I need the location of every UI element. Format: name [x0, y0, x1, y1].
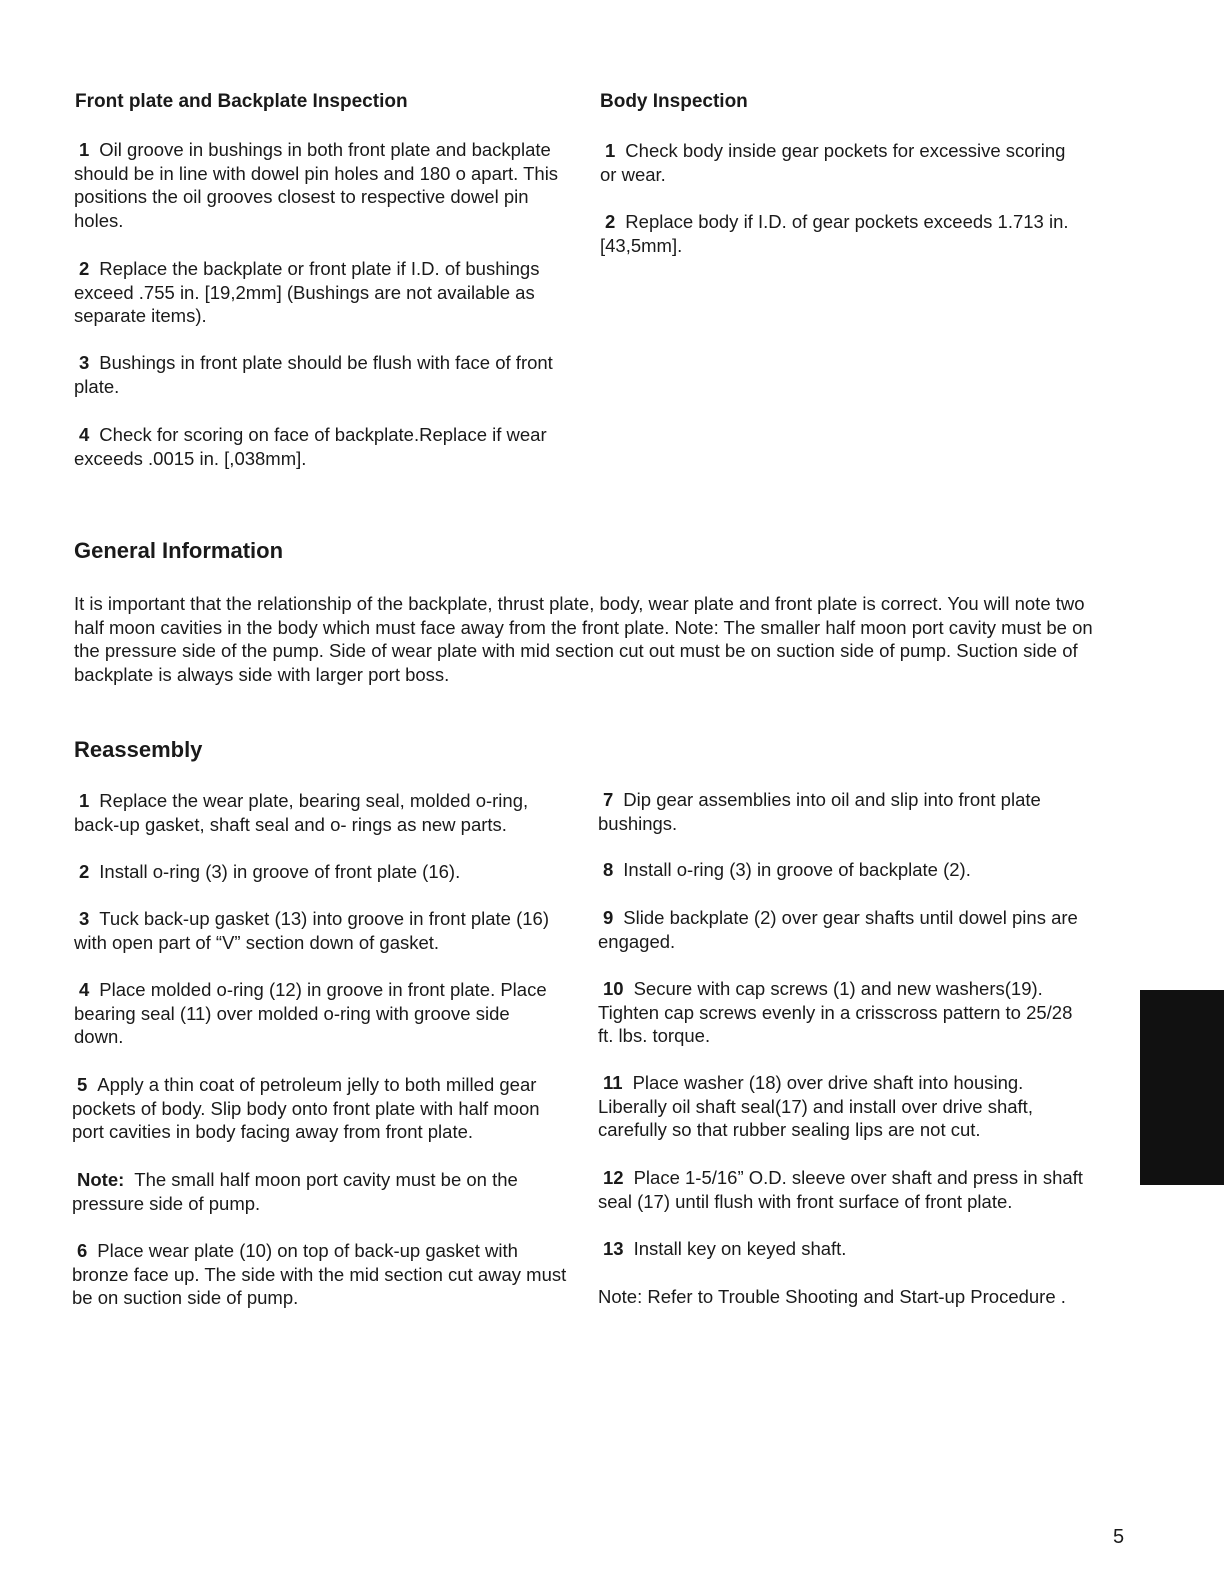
- front-backplate-item-3: [74, 351, 564, 398]
- front-backplate-item-4: [74, 423, 564, 470]
- general-information-heading: General Information: [74, 538, 284, 563]
- item-number: 12: [603, 1167, 624, 1188]
- body-inspection-item-1: [600, 139, 1070, 186]
- reassembly-heading: Reassembly: [74, 737, 203, 762]
- item-text: Replace body if I.D. of gear pockets exceeds 1.713 in. [43,5mm].: [600, 211, 1069, 256]
- front-backplate-item-1: [74, 138, 574, 232]
- item-text: Oil groove in bushings in both front plate and backplate should be in line with dowel pin holes and 180 o apart. This positions the oil grooves closest to respective dowel pin holes.: [74, 139, 559, 231]
- reassembly-item-2: [74, 860, 574, 884]
- item-number: 5: [77, 1074, 88, 1095]
- section-tab-marker: [1140, 990, 1224, 1185]
- reassembly-item-6: [72, 1239, 572, 1310]
- reassembly-item-5: [72, 1073, 572, 1144]
- item-text: Install key on keyed shaft.: [633, 1238, 847, 1259]
- body-inspection-item-2: [600, 210, 1100, 257]
- item-number: 3: [79, 908, 90, 929]
- item-number: 13: [603, 1238, 624, 1259]
- item-text: Bushings in front plate should be flush with face of front plate.: [74, 352, 553, 397]
- reassembly-item-13: [598, 1237, 1098, 1261]
- reassembly-item-1: [74, 789, 574, 836]
- reassembly-item-4: [74, 978, 564, 1049]
- item-text: Place 1-5/16” O.D. sleeve over shaft and press in shaft seal (17) until flush with front surface of front plate.: [598, 1167, 1083, 1212]
- item-text: Replace the wear plate, bearing seal, molded o-ring, back-up gasket, shaft seal and o- rings as new parts.: [74, 790, 529, 835]
- reassembly-closing-note: Note: Refer to Trouble Shooting and Start-up Procedure .: [598, 1286, 1066, 1307]
- body-inspection-heading: Body Inspection: [600, 91, 748, 112]
- item-number: 2: [79, 258, 90, 279]
- item-number: 2: [605, 211, 616, 232]
- item-number: 10: [603, 978, 624, 999]
- front-backplate-item-2: [74, 257, 554, 328]
- item-number: 1: [79, 790, 90, 811]
- reassembly-item-12: [598, 1166, 1098, 1213]
- reassembly-item-10: [598, 977, 1088, 1048]
- item-text: Slide backplate (2) over gear shafts until dowel pins are engaged.: [598, 907, 1078, 952]
- item-text: Install o-ring (3) in groove of backplate (2).: [623, 859, 971, 880]
- item-text: Place molded o-ring (12) in groove in front plate. Place bearing seal (11) over molded o-ring with groove side down.: [74, 979, 547, 1047]
- item-text: Dip gear assemblies into oil and slip into front plate bushings.: [598, 789, 1041, 834]
- item-text: Install o-ring (3) in groove of front plate (16).: [99, 861, 461, 882]
- item-text: Place wear plate (10) on top of back-up gasket with bronze face up. The side with the mid section cut away must be on suction side of pump.: [72, 1240, 567, 1308]
- reassembly-item-8: [598, 858, 1098, 882]
- item-text: Place washer (18) over drive shaft into housing. Liberally oil shaft seal(17) and install over drive shaft, carefully so that rubber sealing lips are not cut.: [598, 1072, 1033, 1140]
- page-number: 5: [1113, 1526, 1125, 1548]
- item-text: Replace the backplate or front plate if I.D. of bushings exceed .755 in. [19,2mm] (Bushings are not available as separate items).: [74, 258, 540, 326]
- item-number: 4: [79, 979, 90, 1000]
- note-label: Note:: [77, 1169, 125, 1190]
- item-text: Secure with cap screws (1) and new washers(19). Tighten cap screws evenly in a crisscross pattern to 25/28 ft. lbs. torque.: [598, 978, 1073, 1046]
- item-number: 4: [79, 424, 90, 445]
- item-text: Check body inside gear pockets for excessive scoring or wear.: [600, 140, 1066, 185]
- note-text: The small half moon port cavity must be on the pressure side of pump.: [72, 1169, 518, 1214]
- item-number: 11: [603, 1072, 623, 1093]
- item-number: 7: [603, 789, 614, 810]
- front-backplate-heading: Front plate and Backplate Inspection: [75, 91, 408, 112]
- reassembly-note: [72, 1168, 572, 1215]
- item-number: 2: [79, 861, 90, 882]
- reassembly-item-11: [598, 1071, 1088, 1142]
- item-number: 1: [79, 139, 90, 160]
- item-number: 8: [603, 859, 614, 880]
- item-number: 9: [603, 907, 614, 928]
- item-text: Tuck back-up gasket (13) into groove in front plate (16) with open part of “V” section down of gasket.: [74, 908, 550, 953]
- reassembly-item-3: [74, 907, 564, 954]
- item-text: Apply a thin coat of petroleum jelly to both milled gear pockets of body. Slip body onto front plate with half moon port cavities in body facing away from front plate.: [72, 1074, 540, 1142]
- item-number: 1: [605, 140, 616, 161]
- general-information-text: It is important that the relationship of the backplate, thrust plate, body, wear plate and front plate is correct. You will note two half moon cavities in the body which must face away from the front plate. Note: The smaller half moon port cavity must be on the pressure side of the pump. Side of wear plate with mid section cut out must be on suction side of pump. Suction side of backplate is always side with larger port boss.: [74, 593, 1093, 685]
- item-text: Check for scoring on face of backplate.Replace if wear exceeds .0015 in. [,038mm].: [74, 424, 547, 469]
- item-number: 6: [77, 1240, 88, 1261]
- reassembly-item-9: [598, 906, 1098, 953]
- item-number: 3: [79, 352, 90, 373]
- reassembly-item-7: [598, 788, 1098, 835]
